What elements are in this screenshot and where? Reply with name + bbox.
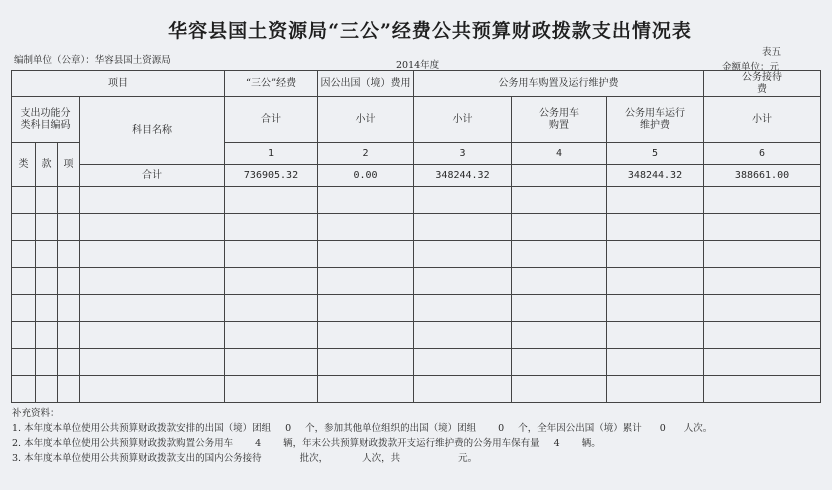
- header-row-2: [12, 97, 821, 143]
- note1-text-b: 个，参加其他单位组织的出国（境）团组: [305, 423, 477, 434]
- compiling-unit: 编制单位（公章）：华容县国土资源局: [14, 55, 171, 66]
- col-number-3: 3: [414, 143, 512, 165]
- total-vehicle-purchase: [512, 165, 607, 187]
- table-row: [12, 241, 821, 268]
- note3-text-b: 批次，: [299, 453, 329, 464]
- col-number-2: 2: [318, 143, 414, 165]
- table-row: [12, 214, 821, 241]
- header-row-1: [12, 71, 821, 97]
- total-row: [12, 165, 821, 187]
- header-sangong: “三公”经费: [225, 71, 318, 97]
- header-reception: 公务接待费: [704, 71, 821, 97]
- money-unit: 金额单位：元: [722, 62, 780, 73]
- note3-text-c: 人次，共: [362, 453, 401, 464]
- col-number-5: 5: [607, 143, 704, 165]
- header-maintenance: 公务用车运行维护费: [607, 97, 704, 143]
- header-item: 项目: [12, 71, 225, 97]
- supplementary-notes: [12, 406, 822, 466]
- total-label: 合计: [80, 165, 225, 187]
- note2-text-c: 辆。: [581, 438, 601, 449]
- table-row: [12, 376, 821, 403]
- note1-value-2: 0: [498, 423, 505, 434]
- notes-heading: 补充资料：: [12, 408, 60, 419]
- expenditure-table: [11, 70, 821, 403]
- header-kuan: 款: [36, 143, 58, 187]
- note-line-1: [12, 421, 822, 436]
- header-lei: 类: [12, 143, 36, 187]
- total-abroad: 0.00: [318, 165, 414, 187]
- note3-text-a: 3. 本年度本单位使用公共预算财政拨款支出的国内公务接待: [12, 453, 262, 464]
- report-year: 2014年度: [396, 60, 440, 71]
- note-line-3: [12, 451, 822, 466]
- note-line-2: [12, 436, 822, 451]
- note2-value-1: 4: [255, 438, 262, 449]
- header-func-code: 支出功能分类科目编码: [12, 97, 80, 143]
- note2-value-2: 4: [553, 438, 560, 449]
- report-title: 华容县国土资源局“三公”经费公共预算财政拨款支出情况表: [168, 20, 692, 42]
- header-subtotal-3: 小计: [704, 97, 821, 143]
- total-reception: 388661.00: [704, 165, 821, 187]
- header-abroad: 因公出国（境）费用: [318, 71, 414, 97]
- note1-text-c: 个，全年因公出国（境）累计: [518, 423, 642, 434]
- note3-text-d: 元。: [458, 453, 478, 464]
- header-subject-name: 科目名称: [80, 97, 225, 165]
- table-row: [12, 187, 821, 214]
- total-vehicle-subtotal: 348244.32: [414, 165, 512, 187]
- header-vehicle: 公务用车购置及运行维护费: [414, 71, 704, 97]
- total-vehicle-maintenance: 348244.32: [607, 165, 704, 187]
- total-sangong: 736905.32: [225, 165, 318, 187]
- header-xiang: 项: [58, 143, 80, 187]
- table-row: [12, 268, 821, 295]
- note2-text-b: 辆，年末公共预算财政拨款开支运行维护费的公务用车保有量: [283, 438, 540, 449]
- header-total: 合计: [225, 97, 318, 143]
- form-number: 表五: [762, 47, 782, 58]
- header-subtotal-2: 小计: [414, 97, 512, 143]
- header-purchase: 公务用车购置: [512, 97, 607, 143]
- col-number-1: 1: [225, 143, 318, 165]
- note1-text-a: 1. 本年度本单位使用公共预算财政拨款安排的出国（境）团组: [12, 423, 272, 434]
- note1-value-3: 0: [659, 423, 666, 434]
- table-row: [12, 295, 821, 322]
- col-number-6: 6: [704, 143, 821, 165]
- table-row: [12, 322, 821, 349]
- note1-text-d: 人次。: [683, 423, 713, 434]
- header-subtotal-1: 小计: [318, 97, 414, 143]
- col-number-4: 4: [512, 143, 607, 165]
- table-row: [12, 349, 821, 376]
- note2-text-a: 2. 本年度本单位使用公共预算财政拨款购置公务用车: [12, 438, 234, 449]
- note1-value-1: 0: [285, 423, 292, 434]
